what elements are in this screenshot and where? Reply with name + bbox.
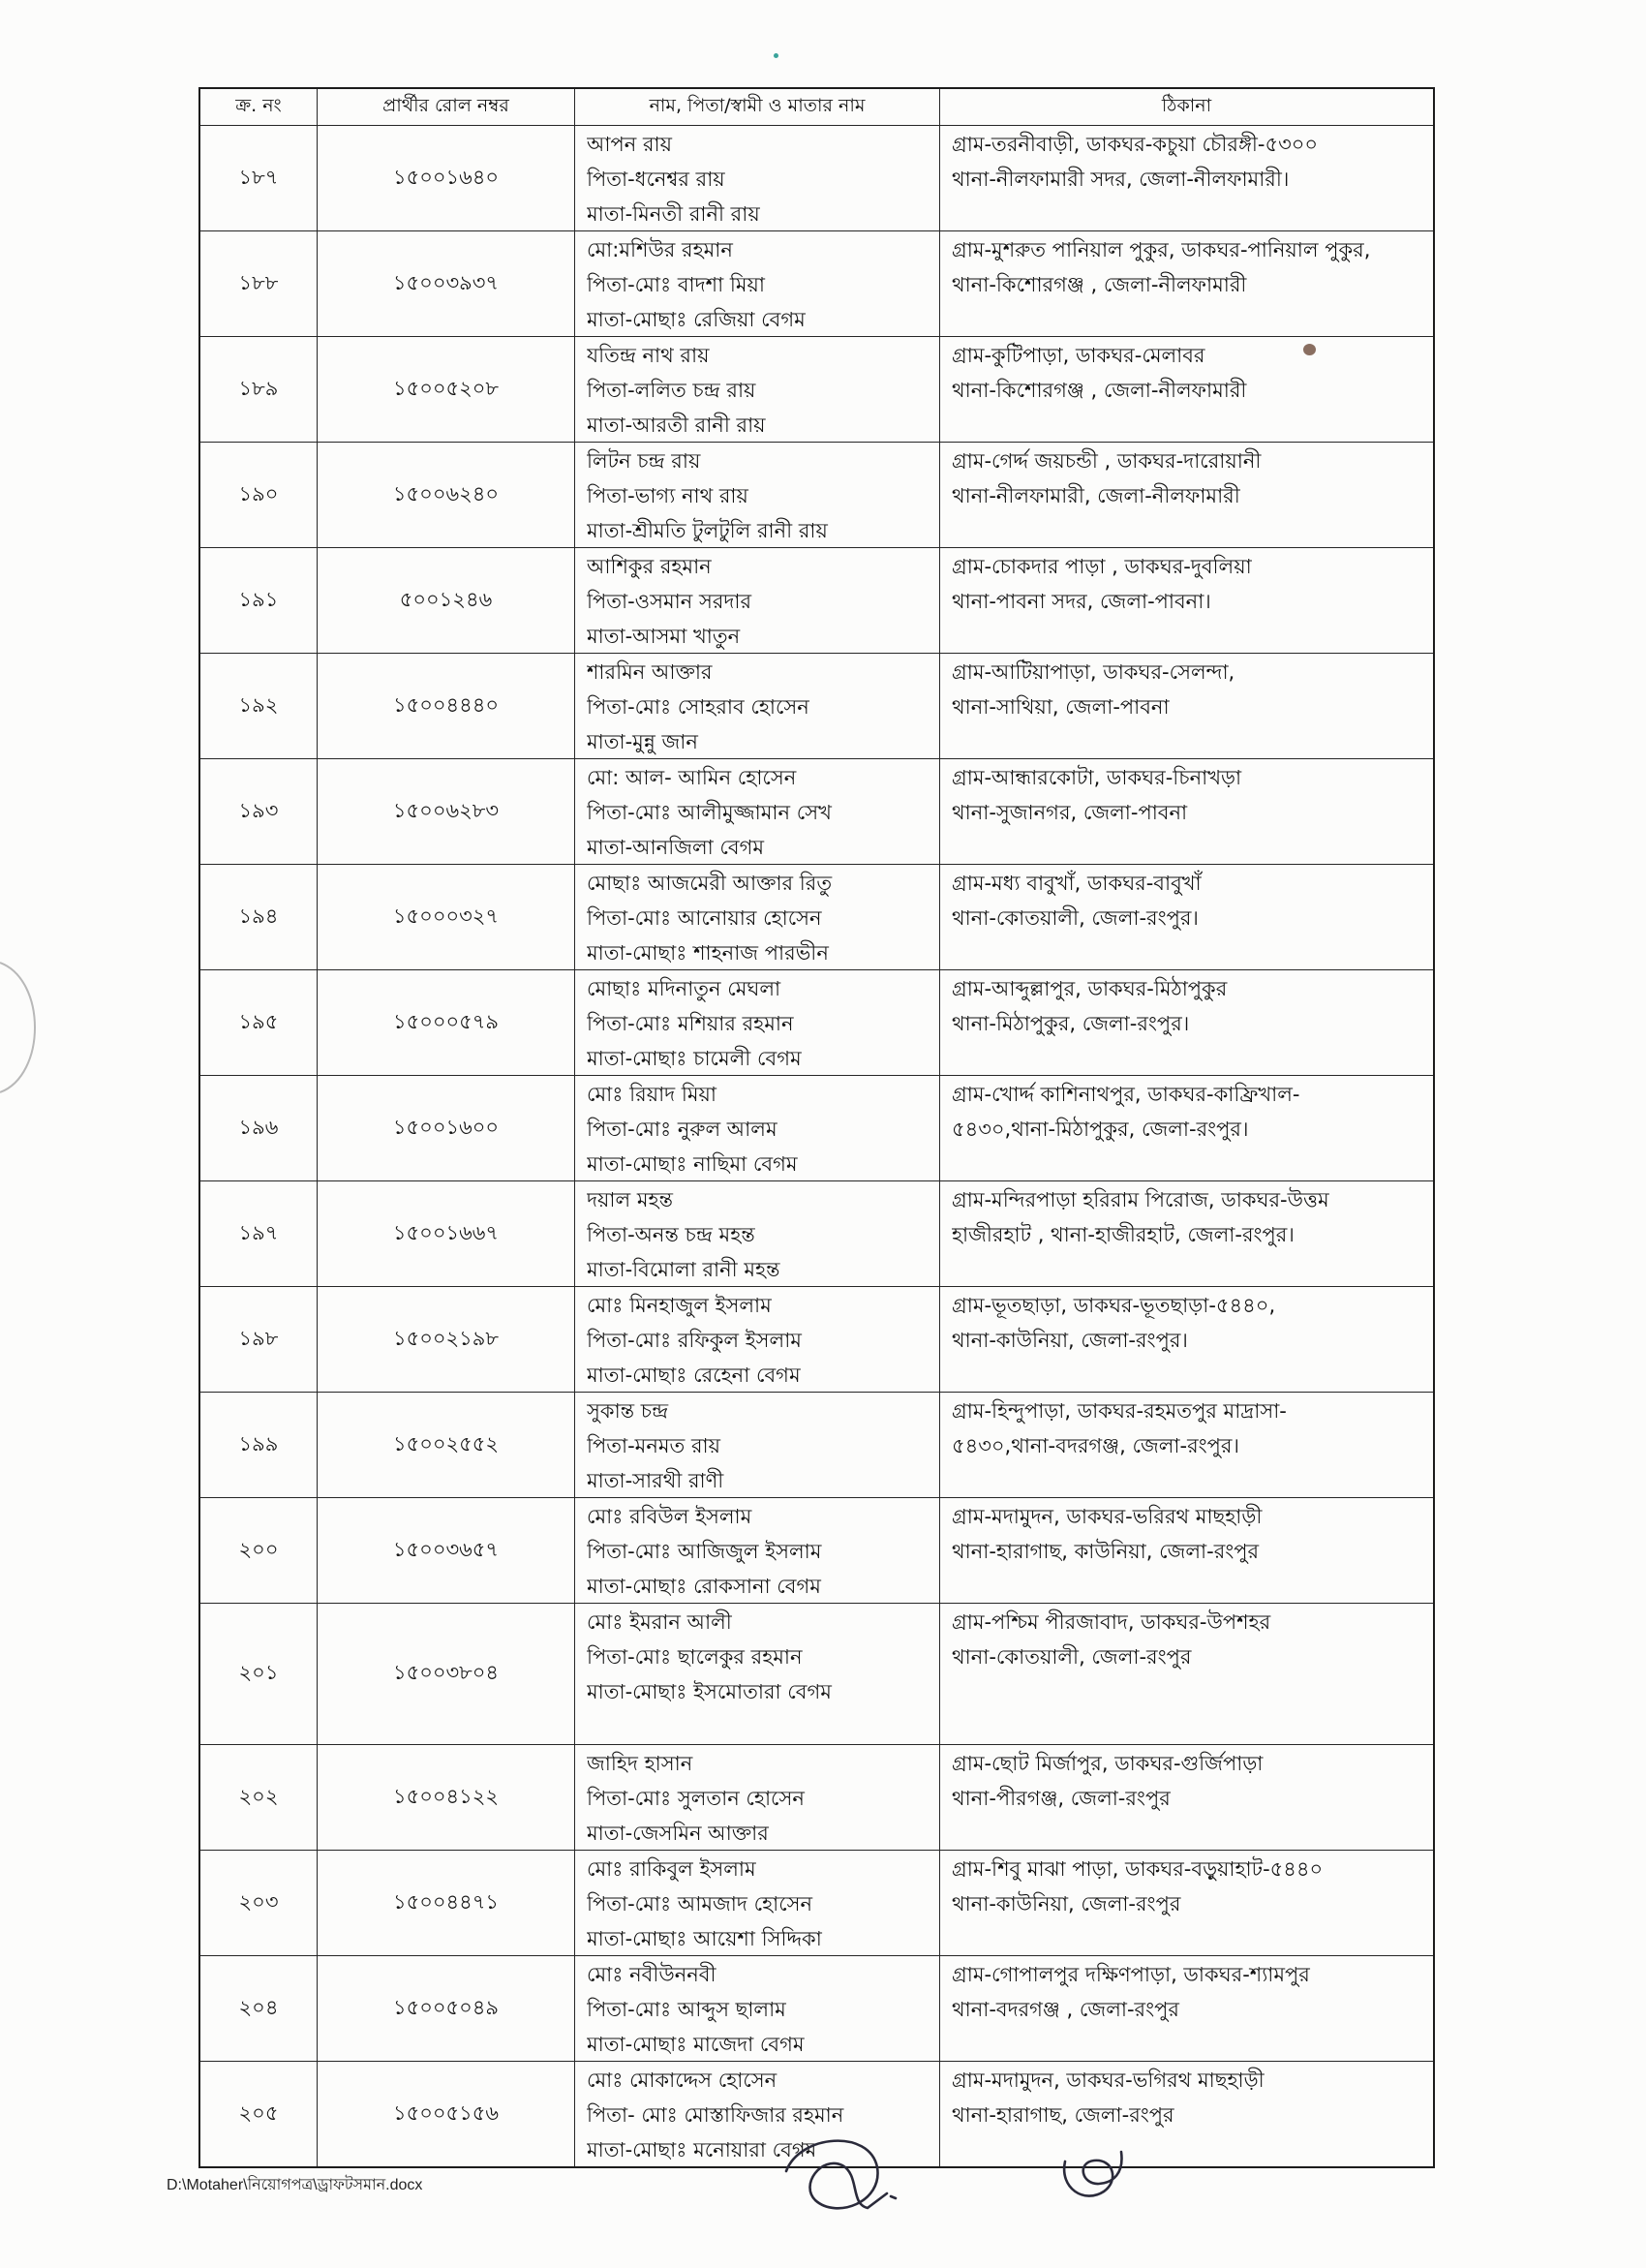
address-cell xyxy=(939,1076,1433,1180)
serial-number-cell xyxy=(200,1393,317,1497)
mother-name: মাতা-মোছাঃ রেহেনা বেগম xyxy=(587,1364,801,1387)
roll-number: ১৫০০৪১২২ xyxy=(392,1784,500,1808)
table-row xyxy=(200,1392,1433,1497)
serial-number: ১৯৭ xyxy=(238,1220,279,1244)
father-name: পিতা-মোঃ সুলতান হোসেন xyxy=(587,1787,805,1810)
address-line: থানা-কাউনিয়া, জেলা-রংপুর xyxy=(952,1892,1181,1916)
names-cell xyxy=(574,1181,939,1286)
candidate-name: জাহিদ হাসান xyxy=(587,1752,693,1775)
names-cell xyxy=(574,1745,939,1850)
names-cell xyxy=(574,1604,939,1744)
address-cell xyxy=(939,1604,1433,1744)
candidate-name: মোঃ মিনহাজুল ইসলাম xyxy=(587,1294,772,1317)
address-line: ৫৪৩০,থানা-বদরগঞ্জ, জেলা-রংপুর। xyxy=(952,1434,1239,1457)
address-line: গ্রাম-মুশরুত পানিয়াল পুকুর, ডাকঘর-পানিয়াল পুকুর, xyxy=(952,238,1371,261)
father-name: পিতা-মোঃ আব্দুস ছালাম xyxy=(587,1998,786,2021)
serial-number: ১৮৯ xyxy=(238,376,279,400)
serial-number-cell xyxy=(200,1851,317,1955)
roll-number-cell xyxy=(317,126,574,230)
serial-number: ২০৫ xyxy=(238,2100,279,2125)
address-cell xyxy=(939,1181,1433,1286)
address-line: গ্রাম-আব্দুল্লাপুর, ডাকঘর-মিঠাপুকুর xyxy=(952,977,1228,1000)
table-row xyxy=(200,1603,1433,1744)
roll-number: ১৫০০৫১৫৬ xyxy=(392,2100,500,2125)
serial-number: ১৯০ xyxy=(238,481,279,506)
table-header-row xyxy=(200,89,1433,125)
roll-number: ১৫০০৫২০৮ xyxy=(392,376,500,400)
father-name: পিতা-মনমত রায় xyxy=(587,1434,720,1457)
names-cell xyxy=(574,2062,939,2166)
address-line: হাজীরহাট , থানা-হাজীরহাট, জেলা-রংপুর। xyxy=(952,1223,1295,1246)
address-cell xyxy=(939,654,1433,758)
mother-name: মাতা-জেসমিন আক্তার xyxy=(587,1822,769,1845)
roll-number: ১৫০০৫০৪৯ xyxy=(392,1995,500,2019)
names-cell xyxy=(574,1851,939,1955)
table-row xyxy=(200,547,1433,653)
address-cell xyxy=(939,231,1433,336)
address-line: ৫৪৩০,থানা-মিঠাপুকুর, জেলা-রংপুর। xyxy=(952,1118,1249,1141)
mother-name: মাতা-সারথী রাণী xyxy=(587,1469,724,1492)
header-roll xyxy=(317,89,574,125)
serial-number: ১৮৮ xyxy=(238,270,279,294)
address-line: গ্রাম-চোকদার পাড়া , ডাকঘর-দুবলিয়া xyxy=(952,555,1252,578)
names-cell xyxy=(574,865,939,969)
candidate-name: আশিকুর রহমান xyxy=(587,555,712,578)
serial-number-cell xyxy=(200,1076,317,1180)
table-row xyxy=(200,336,1433,442)
table-row xyxy=(200,653,1433,758)
names-cell xyxy=(574,1956,939,2061)
address-line: গ্রাম-ছোট মির্জাপুর, ডাকঘর-গুর্জিপাড়া xyxy=(952,1752,1264,1775)
mother-name: মাতা-মুন্নু জান xyxy=(587,730,698,753)
roll-number: ১৫০০৪৪৭১ xyxy=(392,1889,500,1914)
address-line: থানা-হারাগাছ, কাউনিয়া, জেলা-রংপুর xyxy=(952,1540,1260,1563)
roll-number-cell xyxy=(317,231,574,336)
address-line: থানা-নীলফামারী, জেলা-নীলফামারী xyxy=(952,484,1240,507)
address-line: গ্রাম-গের্দ্দ জয়চন্ডী , ডাকঘর-দারোয়ানী xyxy=(952,449,1262,473)
candidate-name: মোছাঃ মদিনাতুন মেঘলা xyxy=(587,977,781,1000)
serial-number-cell xyxy=(200,1181,317,1286)
address-cell xyxy=(939,1851,1433,1955)
serial-number-cell xyxy=(200,548,317,653)
header-serial xyxy=(200,89,317,125)
table-row xyxy=(200,442,1433,547)
serial-number-cell xyxy=(200,126,317,230)
father-name: পিতা-মোঃ আমজাদ হোসেন xyxy=(587,1892,813,1916)
address-cell xyxy=(939,970,1433,1075)
table-row xyxy=(200,230,1433,336)
roll-number-cell xyxy=(317,548,574,653)
roll-number: ১৫০০০৩২৭ xyxy=(392,904,500,928)
scan-dot xyxy=(774,53,778,58)
table-body xyxy=(200,125,1433,2166)
candidate-name: মোঃ নবীউননবী xyxy=(587,1963,716,1986)
header-address xyxy=(939,89,1433,125)
roll-number: ১৫০০১৬০০ xyxy=(392,1115,500,1139)
father-name: পিতা-মোঃ সোহরাব হোসেন xyxy=(587,695,809,719)
header-serial-label: ক্র. নং xyxy=(235,94,282,116)
address-line: গ্রাম-পশ্চিম পীরজাবাদ, ডাকঘর-উপশহর xyxy=(952,1610,1271,1634)
roll-number: ১৫০০৩৬৫৭ xyxy=(392,1537,500,1561)
roll-number: ১৫০০০৫৭৯ xyxy=(392,1009,500,1033)
serial-number: ১৯৯ xyxy=(238,1431,279,1456)
table-row xyxy=(200,864,1433,969)
roll-number-cell xyxy=(317,1498,574,1603)
table-row xyxy=(200,1850,1433,1955)
mother-name: মাতা-মোছাঃ চামেলী বেগম xyxy=(587,1047,802,1070)
candidate-name: আপন রায় xyxy=(587,133,672,156)
roll-number: ১৫০০১৬৪০ xyxy=(392,165,500,189)
address-line: থানা-পীরগঞ্জ, জেলা-রংপুর xyxy=(952,1787,1171,1810)
father-name: পিতা-মোঃ বাদশা মিয়া xyxy=(587,273,765,296)
candidate-name: মোছাঃ আজমেরী আক্তার রিতু xyxy=(587,872,833,895)
serial-number: ২০০ xyxy=(238,1537,279,1561)
address-line: গ্রাম-মধ্য বাবুখাঁ, ডাকঘর-বাবুখাঁ xyxy=(952,872,1202,895)
address-cell xyxy=(939,548,1433,653)
candidate-name: মো:মশিউর রহমান xyxy=(587,238,733,261)
serial-number: ১৯১ xyxy=(238,587,279,611)
mother-name: মাতা-শ্রীমতি টুলটুলি রানী রায় xyxy=(587,519,828,542)
address-line: গ্রাম-হিন্দুপাড়া, ডাকঘর-রহমতপুর মাদ্রাসা- xyxy=(952,1399,1287,1423)
father-name: পিতা-ললিত চন্দ্র রায় xyxy=(587,379,756,402)
names-cell xyxy=(574,231,939,336)
mother-name: মাতা-আরতী রানী রায় xyxy=(587,414,766,437)
roll-number-cell xyxy=(317,443,574,547)
serial-number-cell xyxy=(200,1287,317,1392)
roll-number-cell xyxy=(317,970,574,1075)
roll-number-cell xyxy=(317,865,574,969)
serial-number-cell xyxy=(200,759,317,864)
roll-number-cell xyxy=(317,1393,574,1497)
serial-number: ২০৪ xyxy=(238,1995,279,2019)
address-cell xyxy=(939,337,1433,442)
mother-name: মাতা-মোছাঃ মাজেদা বেগম xyxy=(587,2033,805,2056)
address-cell xyxy=(939,1498,1433,1603)
address-line: থানা-বদরগঞ্জ , জেলা-রংপুর xyxy=(952,1998,1179,2021)
table-row xyxy=(200,2061,1433,2166)
address-line: গ্রাম-মদামুদন, ডাকঘর-ভগিরথ মাছহাড়ী xyxy=(952,2069,1265,2092)
serial-number-cell xyxy=(200,443,317,547)
table-row xyxy=(200,1744,1433,1850)
roll-number-cell xyxy=(317,759,574,864)
father-name: পিতা-ভাগ্য নাথ রায় xyxy=(587,484,748,507)
roll-number: ৫০০১২৪৬ xyxy=(399,587,493,611)
address-line: থানা-সুজানগর, জেলা-পাবনা xyxy=(952,801,1188,824)
mother-name: মাতা-মোছাঃ নাছিমা বেগম xyxy=(587,1152,798,1176)
serial-number: ১৯৪ xyxy=(238,904,279,928)
address-line: থানা-কাউনিয়া, জেলা-রংপুর। xyxy=(952,1329,1188,1352)
roll-number-cell xyxy=(317,1076,574,1180)
father-name: পিতা-মোঃ মশিয়ার রহমান xyxy=(587,1012,794,1035)
address-line: থানা-হারাগাছ, জেলা-রংপুর xyxy=(952,2103,1174,2127)
table-row xyxy=(200,1286,1433,1392)
father-name: পিতা-অনন্ত চন্দ্র মহন্ত xyxy=(587,1223,755,1246)
candidate-name: মোঃ ইমরান আলী xyxy=(587,1610,732,1634)
serial-number: ১৯৫ xyxy=(238,1009,279,1033)
address-line: গ্রাম-মন্দিরপাড়া হরিরাম পিরোজ, ডাকঘর-উত্তম xyxy=(952,1188,1329,1211)
names-cell xyxy=(574,1393,939,1497)
father-name: পিতা-মোঃ আজিজুল ইসলাম xyxy=(587,1540,822,1563)
names-cell xyxy=(574,1498,939,1603)
father-name: পিতা-মোঃ নুরুল আলম xyxy=(587,1118,777,1141)
address-line: গ্রাম-আন্ধারকোটা, ডাকঘর-চিনাখড়া xyxy=(952,766,1242,789)
mother-name: মাতা-মোছাঃ শাহনাজ পারভীন xyxy=(587,941,829,965)
table-row xyxy=(200,125,1433,230)
address-cell xyxy=(939,865,1433,969)
address-cell xyxy=(939,1393,1433,1497)
names-cell xyxy=(574,970,939,1075)
table-row xyxy=(200,969,1433,1075)
serial-number-cell xyxy=(200,865,317,969)
candidate-name: মো: আল- আমিন হোসেন xyxy=(587,766,797,789)
serial-number: ১৯৮ xyxy=(238,1326,279,1350)
serial-number: ১৯২ xyxy=(238,692,279,717)
serial-number: ২০২ xyxy=(238,1784,279,1808)
header-address-label: ঠিকানা xyxy=(1161,94,1212,116)
candidate-name: মোঃ রবিউল ইসলাম xyxy=(587,1505,752,1528)
address-line: গ্রাম-শিবু মাঝা পাড়া, ডাকঘর-বড়ুয়াহাট-৫৪৪০ xyxy=(952,1857,1324,1881)
serial-number: ১৯৩ xyxy=(238,798,279,822)
father-name: পিতা-মোঃ আনোয়ার হোসেন xyxy=(587,906,822,930)
mother-name: মাতা-আসমা খাতুন xyxy=(587,625,741,648)
address-cell xyxy=(939,1745,1433,1850)
candidate-name: মোঃ রিয়াদ মিয়া xyxy=(587,1083,716,1106)
candidate-name: লিটন চন্দ্র রায় xyxy=(587,449,701,473)
father-name: পিতা-মোঃ রফিকুল ইসলাম xyxy=(587,1329,802,1352)
address-line: থানা-কোতয়ালী, জেলা-রংপুর xyxy=(952,1645,1192,1669)
father-name: পিতা- মোঃ মোস্তাফিজার রহমান xyxy=(587,2103,844,2127)
serial-number: ১৮৭ xyxy=(238,165,279,189)
address-cell xyxy=(939,443,1433,547)
mother-name: মাতা-মোছাঃ রেজিয়া বেগম xyxy=(587,308,806,331)
mother-name: মাতা-বিমোলা রানী মহন্ত xyxy=(587,1258,780,1281)
mother-name: মাতা-মোছাঃ মনোয়ারা বেগম xyxy=(587,2138,817,2161)
address-line: থানা-সাথিয়া, জেলা-পাবনা xyxy=(952,695,1170,719)
table-row xyxy=(200,1955,1433,2061)
serial-number-cell xyxy=(200,2062,317,2166)
serial-number: ২০৩ xyxy=(238,1889,279,1914)
roll-number-cell xyxy=(317,1851,574,1955)
table-row xyxy=(200,1075,1433,1180)
address-line: গ্রাম-মদামুদন, ডাকঘর-ভরিরথ মাছহাড়ী xyxy=(952,1505,1263,1528)
address-line: থানা-কোতয়ালী, জেলা-রংপুর। xyxy=(952,906,1199,930)
serial-number-cell xyxy=(200,970,317,1075)
mother-name: মাতা-মোছাঃ ইসমোতারা বেগম xyxy=(587,1680,832,1703)
names-cell xyxy=(574,759,939,864)
roll-number: ১৫০০৪৪৪০ xyxy=(392,692,500,717)
mother-name: মাতা-আনজিলা বেগম xyxy=(587,836,765,859)
address-line: থানা-নীলফামারী সদর, জেলা-নীলফামারী। xyxy=(952,168,1290,191)
candidate-name: সুকান্ত চন্দ্র xyxy=(587,1399,669,1423)
names-cell xyxy=(574,548,939,653)
roll-number-cell xyxy=(317,654,574,758)
roll-number: ১৫০০৩৯৩৭ xyxy=(392,270,500,294)
serial-number-cell xyxy=(200,1745,317,1850)
roll-number: ১৫০০১৬৬৭ xyxy=(392,1220,500,1244)
roll-number-cell xyxy=(317,1287,574,1392)
header-roll-label: প্রার্থীর রোল নম্বর xyxy=(382,94,509,116)
candidate-table xyxy=(198,87,1435,2168)
address-line: থানা-পাবনা সদর, জেলা-পাবনা। xyxy=(952,590,1211,613)
address-line: গ্রাম-ভূতছাড়া, ডাকঘর-ভূতছাড়া-৫৪৪০, xyxy=(952,1294,1276,1317)
serial-number-cell xyxy=(200,654,317,758)
names-cell xyxy=(574,654,939,758)
file-path-footer: D:\Motaher\নিয়োগপত্র\ড্রাফটসমান.docx xyxy=(167,2177,423,2193)
roll-number-cell xyxy=(317,1956,574,2061)
candidate-name: মোঃ রাকিবুল ইসলাম xyxy=(587,1857,756,1881)
father-name: পিতা-ওসমান সরদার xyxy=(587,590,752,613)
father-name: পিতা-ধনেশ্বর রায় xyxy=(587,168,725,191)
mother-name: মাতা-মোছাঃ রোকসানা বেগম xyxy=(587,1575,821,1598)
serial-number: ২০১ xyxy=(238,1661,279,1684)
candidate-name: যতিন্দ্র নাথ রায় xyxy=(587,344,710,367)
names-cell xyxy=(574,443,939,547)
candidate-name: শারমিন আক্তার xyxy=(587,660,713,684)
table-row xyxy=(200,1497,1433,1603)
names-cell xyxy=(574,1287,939,1392)
address-line: গ্রাম-গোপালপুর দক্ষিণপাড়া, ডাকঘর-শ্যামপুর xyxy=(952,1963,1310,1986)
table-row xyxy=(200,1180,1433,1286)
mother-name: মাতা-মোছাঃ আয়েশা সিদ্দিকা xyxy=(587,1927,822,1950)
address-line: থানা-মিঠাপুকুর, জেলা-রংপুর। xyxy=(952,1012,1190,1035)
address-line: থানা-কিশোরগঞ্জ , জেলা-নীলফামারী xyxy=(952,273,1247,296)
address-cell xyxy=(939,1956,1433,2061)
mother-name: মাতা-মিনতী রানী রায় xyxy=(587,202,760,226)
address-cell xyxy=(939,2062,1433,2166)
roll-number-cell xyxy=(317,1181,574,1286)
serial-number-cell xyxy=(200,1498,317,1603)
roll-number-cell xyxy=(317,337,574,442)
father-name: পিতা-মোঃ আলীমুজ্জামান সেখ xyxy=(587,801,832,824)
address-line: গ্রাম-খোর্দ্দ কাশিনাথপুর, ডাকঘর-কাফ্রিখাল- xyxy=(952,1083,1300,1106)
roll-number-cell xyxy=(317,1604,574,1744)
address-cell xyxy=(939,1287,1433,1392)
address-cell xyxy=(939,759,1433,864)
header-names-label: নাম, পিতা/স্বামী ও মাতার নাম xyxy=(649,94,866,116)
serial-number: ১৯৬ xyxy=(238,1115,279,1139)
roll-number: ১৫০০৩৮০৪ xyxy=(392,1661,500,1684)
serial-number-cell xyxy=(200,1604,317,1744)
serial-number-cell xyxy=(200,1956,317,2061)
names-cell xyxy=(574,126,939,230)
roll-number: ১৫০০২৫৫২ xyxy=(392,1431,500,1456)
roll-number-cell xyxy=(317,1745,574,1850)
father-name: পিতা-মোঃ ছালেকুর রহমান xyxy=(587,1645,803,1669)
address-line: গ্রাম-তরনীবাড়ী, ডাকঘর-কচুয়া চৌরঙ্গী-৫৩০০ xyxy=(952,133,1319,156)
serial-number-cell xyxy=(200,231,317,336)
ink-spot xyxy=(1303,344,1316,355)
address-line: গ্রাম-কুটিপাড়া, ডাকঘর-মেলাবর xyxy=(952,344,1205,367)
names-cell xyxy=(574,337,939,442)
candidate-name: দয়াল মহন্ত xyxy=(587,1188,673,1211)
serial-number-cell xyxy=(200,337,317,442)
address-cell xyxy=(939,126,1433,230)
punch-hole-mark xyxy=(0,963,35,1092)
roll-number: ১৫০০৬২৮৩ xyxy=(392,798,500,822)
names-cell xyxy=(574,1076,939,1180)
address-line: গ্রাম-আটিয়াপাড়া, ডাকঘর-সেলন্দা, xyxy=(952,660,1235,684)
roll-number-cell xyxy=(317,2062,574,2166)
candidate-name: মোঃ মোকাদ্দেস হোসেন xyxy=(587,2069,777,2092)
table-row xyxy=(200,758,1433,864)
roll-number: ১৫০০২১৯৮ xyxy=(392,1326,500,1350)
roll-number: ১৫০০৬২৪০ xyxy=(392,481,500,506)
address-line: থানা-কিশোরগঞ্জ , জেলা-নীলফামারী xyxy=(952,379,1247,402)
header-names xyxy=(574,89,939,125)
